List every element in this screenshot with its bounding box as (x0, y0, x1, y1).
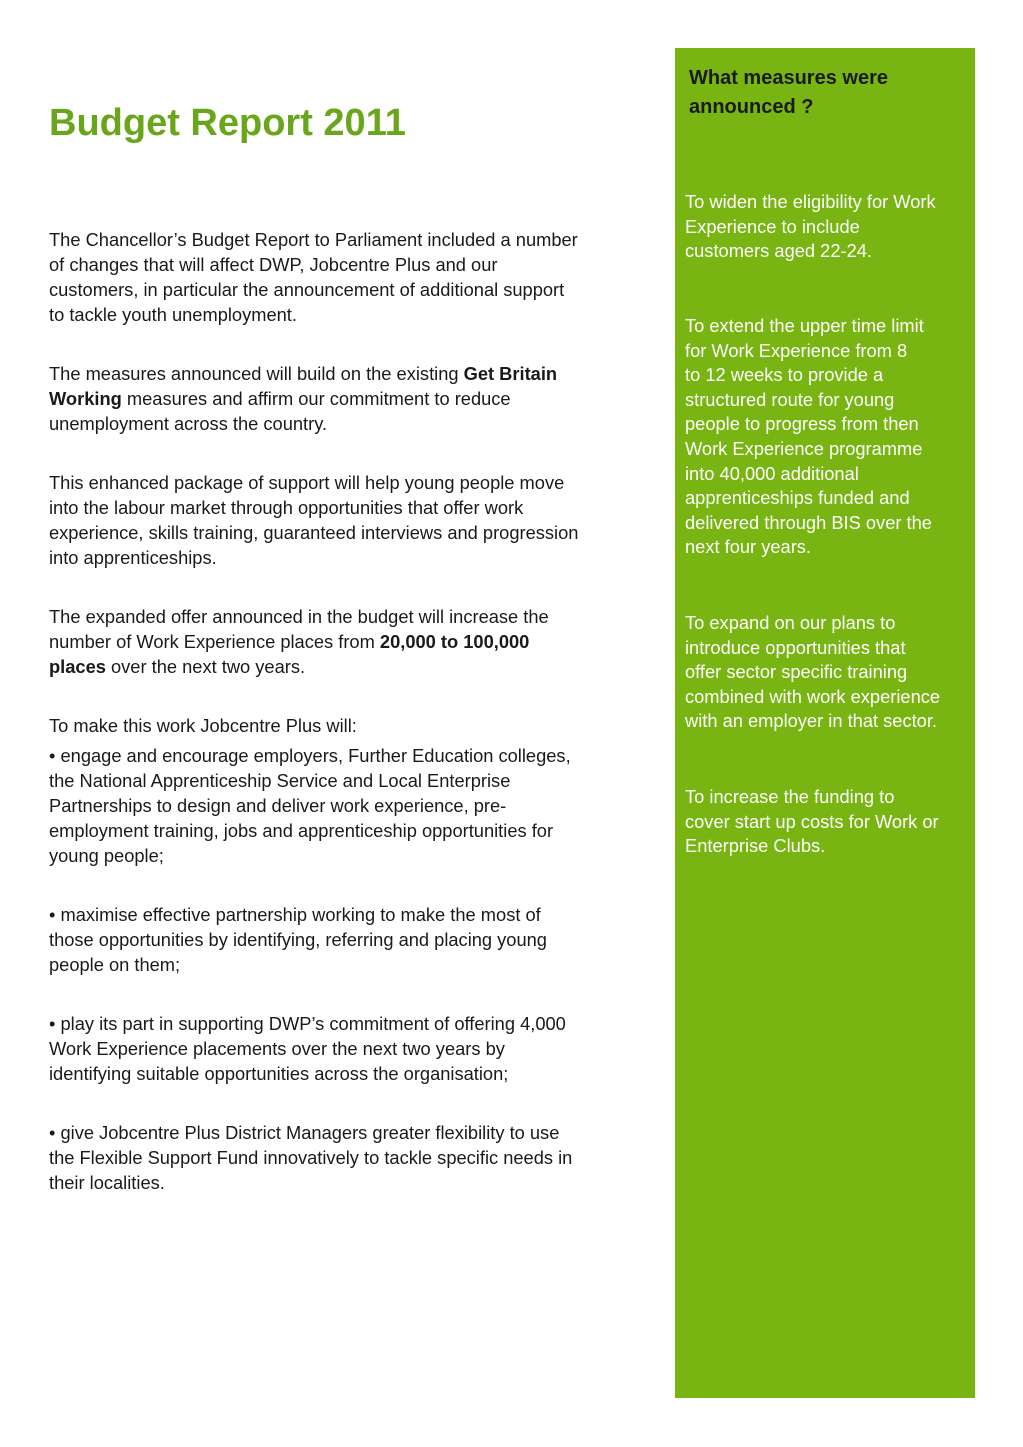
measure-item: To increase the funding to cover start up costs for Work or Enterprise Clubs. (685, 786, 939, 857)
action-bullet: • engage and encourage employers, Further Education colleges, the National Apprenticeship Service and Local Enterprise Partnerships to design and deliver work experience, pre- employment training, jobs and apprenticeship opportunities for young people; (49, 745, 571, 866)
page-title: Budget Report 2011 (49, 102, 406, 144)
paragraph-text: measures and affirm our commitment to reduce unemployment across the country. (49, 388, 511, 434)
support-package-paragraph: This enhanced package of support will help young people move into the labour market through opportunities that offer work experience, skills training, guaranteed interviews and progression into apprenticeships. (49, 472, 579, 568)
measures-sidebar (675, 48, 975, 1398)
actions-intro: To make this work Jobcentre Plus will: (49, 715, 357, 736)
places-emphasis: 20,000 to 100,000 places (49, 631, 530, 677)
action-bullet: • give Jobcentre Plus District Managers greater flexibility to use the Flexible Support Fund innovatively to tackle specific needs in their localities. (49, 1122, 573, 1193)
paragraph-text: The expanded offer announced in the budget will increase the number of Work Experience places from (49, 606, 549, 652)
measure-item: To extend the upper time limit for Work Experience from 8 to 12 weeks to provide a structured route for young people to progress from then Work Experience programme into 40,000 additional apprenticeships funded and delivered through BIS over the next four years. (685, 315, 932, 558)
paragraph-text: The measures announced will build on the existing (49, 363, 464, 384)
main-content (49, 227, 649, 1195)
paragraph-text: over the next two years. (105, 656, 306, 677)
work-experience-places-paragraph (49, 604, 649, 679)
measure-item: To expand on our plans to introduce opportunities that offer sector specific training combined with work experience with an employer in that sector. (685, 612, 941, 732)
intro-paragraph: The Chancellor’s Budget Report to Parliament included a number of changes that will affect DWP, Jobcentre Plus and our customers, in particular the announcement of additional support to tackle youth unemployment. (49, 229, 578, 325)
get-britain-working-emphasis: Get Britain Working (49, 363, 558, 409)
measure-item: To widen the eligibility for Work Experience to include customers aged 22-24. (685, 191, 936, 262)
action-bullet: • play its part in supporting DWP’s commitment of offering 4,000 Work Experience placements over the next two years by identifying suitable opportunities across the organisation; (49, 1013, 566, 1084)
sidebar-heading: What measures were announced ? (689, 67, 888, 118)
action-bullet: • maximise effective partnership working to make the most of those opportunities by identifying, referring and placing young people on them; (49, 904, 547, 975)
get-britain-working-paragraph (49, 361, 649, 436)
